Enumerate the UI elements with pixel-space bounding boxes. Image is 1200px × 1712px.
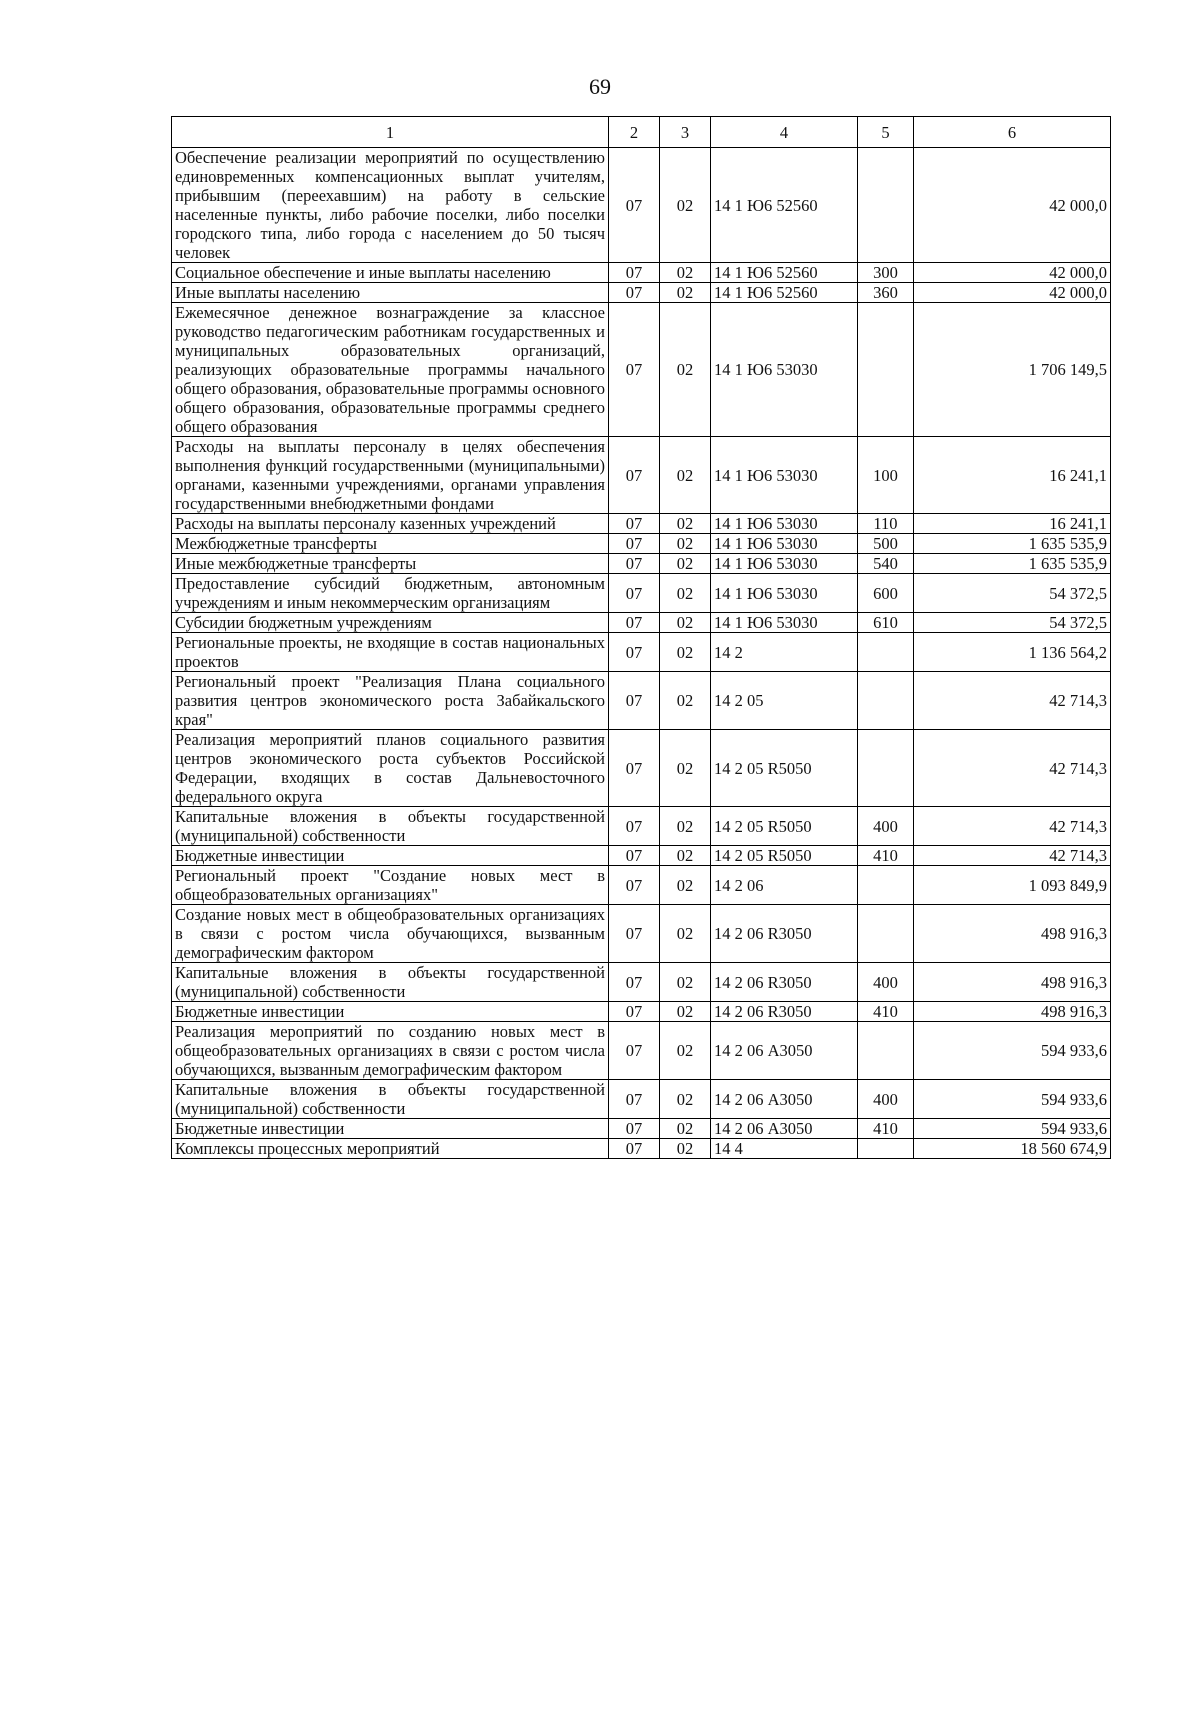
- table-row: [172, 730, 1111, 807]
- row-name-cell: Создание новых мест в общеобразовательных организациях в связи с ростом числа обучающихся, вызванным демографическим фактором: [172, 905, 609, 963]
- row-amount-cell: 42 000,0: [914, 263, 1111, 283]
- row-subsection-cell: 02: [660, 807, 711, 846]
- row-section-cell: 07: [609, 554, 660, 574]
- row-amount-cell: 42 000,0: [914, 148, 1111, 263]
- row-subsection-cell: 02: [660, 554, 711, 574]
- row-section-cell: 07: [609, 633, 660, 672]
- row-subsection-cell: 02: [660, 633, 711, 672]
- row-subsection-cell: 02: [660, 303, 711, 437]
- row-subsection-cell: 02: [660, 963, 711, 1002]
- row-name-cell: Реализация мероприятий планов социального развития центров экономического роста субъектов Российской Федерации, входящих в состав Дальневосточного федерального округа: [172, 730, 609, 807]
- row-name-cell: Ежемесячное денежное вознаграждение за классное руководство педагогическим работникам государственных и муниципальных образовательных организаций, реализующих образовательные программы начального общего образования, образовательные программы основного общего образования, образовательные программы среднего общего образования: [172, 303, 609, 437]
- row-name-cell: Межбюджетные трансферты: [172, 534, 609, 554]
- row-section-cell: 07: [609, 263, 660, 283]
- row-expense-type-cell: [858, 1139, 914, 1159]
- row-expense-type-cell: [858, 905, 914, 963]
- row-name-cell: Предоставление субсидий бюджетным, автономным учреждениям и иным некоммерческим организациям: [172, 574, 609, 613]
- table-row: [172, 263, 1111, 283]
- row-target-code-cell: 14 2: [711, 633, 858, 672]
- row-name-cell: Субсидии бюджетным учреждениям: [172, 613, 609, 633]
- page-number: 69: [589, 74, 611, 99]
- row-expense-type-cell: 400: [858, 963, 914, 1002]
- table-row: [172, 514, 1111, 534]
- row-subsection-cell: 02: [660, 534, 711, 554]
- row-section-cell: 07: [609, 905, 660, 963]
- row-subsection-cell: 02: [660, 283, 711, 303]
- row-target-code-cell: 14 1 Ю6 52560: [711, 148, 858, 263]
- row-section-cell: 07: [609, 437, 660, 514]
- table-row: [172, 1002, 1111, 1022]
- row-expense-type-cell: 400: [858, 807, 914, 846]
- row-subsection-cell: 02: [660, 1080, 711, 1119]
- row-expense-type-cell: [858, 672, 914, 730]
- row-name-cell: Расходы на выплаты персоналу в целях обеспечения выполнения функций государственными (муниципальными) органами, казенными учреждениями, органами управления государственными внебюджетными фондами: [172, 437, 609, 514]
- row-amount-cell: 16 241,1: [914, 514, 1111, 534]
- row-expense-type-cell: 110: [858, 514, 914, 534]
- row-subsection-cell: 02: [660, 1002, 711, 1022]
- row-section-cell: 07: [609, 613, 660, 633]
- row-target-code-cell: 14 1 Ю6 53030: [711, 437, 858, 514]
- row-expense-type-cell: 500: [858, 534, 914, 554]
- row-section-cell: 07: [609, 303, 660, 437]
- row-name-cell: Региональный проект "Реализация Плана социального развития центров экономического роста Забайкальского края": [172, 672, 609, 730]
- row-section-cell: 07: [609, 1139, 660, 1159]
- row-expense-type-cell: [858, 866, 914, 905]
- table-row: [172, 672, 1111, 730]
- row-name-cell: Иные выплаты населению: [172, 283, 609, 303]
- row-name-cell: Бюджетные инвестиции: [172, 846, 609, 866]
- row-amount-cell: 1 706 149,5: [914, 303, 1111, 437]
- row-target-code-cell: 14 2 06 А3050: [711, 1022, 858, 1080]
- row-amount-cell: 594 933,6: [914, 1080, 1111, 1119]
- table-row: [172, 283, 1111, 303]
- row-section-cell: 07: [609, 866, 660, 905]
- row-target-code-cell: 14 2 05: [711, 672, 858, 730]
- row-subsection-cell: 02: [660, 574, 711, 613]
- column-header-4: 4: [711, 117, 858, 148]
- table-row: [172, 807, 1111, 846]
- table-row: [172, 534, 1111, 554]
- budget-table-body: [172, 117, 1111, 1159]
- row-amount-cell: 42 714,3: [914, 672, 1111, 730]
- row-expense-type-cell: [858, 303, 914, 437]
- row-amount-cell: 42 714,3: [914, 807, 1111, 846]
- table-row: [172, 633, 1111, 672]
- table-row: [172, 1139, 1111, 1159]
- row-expense-type-cell: 100: [858, 437, 914, 514]
- budget-table: [171, 116, 1111, 1159]
- row-section-cell: 07: [609, 1119, 660, 1139]
- row-name-cell: Капитальные вложения в объекты государственной (муниципальной) собственности: [172, 807, 609, 846]
- table-row: [172, 437, 1111, 514]
- row-section-cell: 07: [609, 1022, 660, 1080]
- row-name-cell: Региональный проект "Создание новых мест в общеобразовательных организациях": [172, 866, 609, 905]
- row-subsection-cell: 02: [660, 1119, 711, 1139]
- row-amount-cell: 42 000,0: [914, 283, 1111, 303]
- row-subsection-cell: 02: [660, 905, 711, 963]
- row-target-code-cell: 14 2 05 R5050: [711, 807, 858, 846]
- row-target-code-cell: 14 1 Ю6 53030: [711, 613, 858, 633]
- row-section-cell: 07: [609, 963, 660, 1002]
- row-target-code-cell: 14 2 06 R3050: [711, 905, 858, 963]
- table-row: [172, 1119, 1111, 1139]
- row-subsection-cell: 02: [660, 1022, 711, 1080]
- row-section-cell: 07: [609, 730, 660, 807]
- row-expense-type-cell: 600: [858, 574, 914, 613]
- row-amount-cell: 54 372,5: [914, 613, 1111, 633]
- row-expense-type-cell: 400: [858, 1080, 914, 1119]
- row-name-cell: Иные межбюджетные трансферты: [172, 554, 609, 574]
- row-name-cell: Социальное обеспечение и иные выплаты населению: [172, 263, 609, 283]
- row-name-cell: Расходы на выплаты персоналу казенных учреждений: [172, 514, 609, 534]
- row-amount-cell: 498 916,3: [914, 1002, 1111, 1022]
- table-row: [172, 905, 1111, 963]
- row-target-code-cell: 14 1 Ю6 52560: [711, 283, 858, 303]
- table-row: [172, 148, 1111, 263]
- row-amount-cell: 42 714,3: [914, 730, 1111, 807]
- row-target-code-cell: 14 2 06 R3050: [711, 1002, 858, 1022]
- column-header-5: 5: [858, 117, 914, 148]
- row-section-cell: 07: [609, 534, 660, 554]
- row-amount-cell: 1 635 535,9: [914, 554, 1111, 574]
- row-subsection-cell: 02: [660, 1139, 711, 1159]
- row-amount-cell: 594 933,6: [914, 1119, 1111, 1139]
- row-target-code-cell: 14 2 05 R5050: [711, 730, 858, 807]
- column-header-2: 2: [609, 117, 660, 148]
- row-subsection-cell: 02: [660, 672, 711, 730]
- row-section-cell: 07: [609, 1080, 660, 1119]
- row-name-cell: Бюджетные инвестиции: [172, 1119, 609, 1139]
- row-subsection-cell: 02: [660, 514, 711, 534]
- table-header-row: [172, 117, 1111, 148]
- row-section-cell: 07: [609, 283, 660, 303]
- table-row: [172, 303, 1111, 437]
- row-amount-cell: 1 136 564,2: [914, 633, 1111, 672]
- row-amount-cell: 54 372,5: [914, 574, 1111, 613]
- row-expense-type-cell: 610: [858, 613, 914, 633]
- table-row: [172, 1080, 1111, 1119]
- row-expense-type-cell: [858, 1022, 914, 1080]
- table-row: [172, 846, 1111, 866]
- row-target-code-cell: 14 1 Ю6 53030: [711, 574, 858, 613]
- row-amount-cell: 16 241,1: [914, 437, 1111, 514]
- row-expense-type-cell: 410: [858, 846, 914, 866]
- table-row: [172, 554, 1111, 574]
- row-name-cell: Реализация мероприятий по созданию новых мест в общеобразовательных организациях в связи с ростом числа обучающихся, вызванным демографическим фактором: [172, 1022, 609, 1080]
- row-expense-type-cell: [858, 633, 914, 672]
- row-section-cell: 07: [609, 846, 660, 866]
- row-section-cell: 07: [609, 574, 660, 613]
- row-amount-cell: 498 916,3: [914, 905, 1111, 963]
- row-section-cell: 07: [609, 514, 660, 534]
- column-header-1: 1: [172, 117, 609, 148]
- row-expense-type-cell: 360: [858, 283, 914, 303]
- row-subsection-cell: 02: [660, 263, 711, 283]
- row-target-code-cell: 14 4: [711, 1139, 858, 1159]
- row-name-cell: Комплексы процессных мероприятий: [172, 1139, 609, 1159]
- row-target-code-cell: 14 1 Ю6 53030: [711, 514, 858, 534]
- row-section-cell: 07: [609, 672, 660, 730]
- table-row: [172, 574, 1111, 613]
- row-amount-cell: 1 093 849,9: [914, 866, 1111, 905]
- row-subsection-cell: 02: [660, 730, 711, 807]
- row-target-code-cell: 14 1 Ю6 53030: [711, 554, 858, 574]
- row-subsection-cell: 02: [660, 148, 711, 263]
- table-row: [172, 1022, 1111, 1080]
- row-expense-type-cell: 540: [858, 554, 914, 574]
- table-row: [172, 866, 1111, 905]
- row-amount-cell: 18 560 674,9: [914, 1139, 1111, 1159]
- row-name-cell: Региональные проекты, не входящие в состав национальных проектов: [172, 633, 609, 672]
- row-section-cell: 07: [609, 1002, 660, 1022]
- row-expense-type-cell: 410: [858, 1002, 914, 1022]
- row-target-code-cell: 14 2 05 R5050: [711, 846, 858, 866]
- row-subsection-cell: 02: [660, 866, 711, 905]
- table-row: [172, 613, 1111, 633]
- row-target-code-cell: 14 1 Ю6 53030: [711, 534, 858, 554]
- row-expense-type-cell: 410: [858, 1119, 914, 1139]
- row-section-cell: 07: [609, 148, 660, 263]
- row-name-cell: Обеспечение реализации мероприятий по осуществлению единовременных компенсационных выплат учителям, прибывшим (переехавшим) на работу в сельские населенные пункты, либо рабочие поселки, либо поселки городского типа, либо города с населением до 50 тысяч человек: [172, 148, 609, 263]
- column-header-6: 6: [914, 117, 1111, 148]
- column-header-3: 3: [660, 117, 711, 148]
- row-target-code-cell: 14 1 Ю6 53030: [711, 303, 858, 437]
- row-subsection-cell: 02: [660, 437, 711, 514]
- row-target-code-cell: 14 2 06 А3050: [711, 1080, 858, 1119]
- row-name-cell: Бюджетные инвестиции: [172, 1002, 609, 1022]
- row-expense-type-cell: [858, 148, 914, 263]
- row-name-cell: Капитальные вложения в объекты государственной (муниципальной) собственности: [172, 1080, 609, 1119]
- row-target-code-cell: 14 2 06 R3050: [711, 963, 858, 1002]
- table-row: [172, 963, 1111, 1002]
- row-name-cell: Капитальные вложения в объекты государственной (муниципальной) собственности: [172, 963, 609, 1002]
- row-expense-type-cell: [858, 730, 914, 807]
- row-amount-cell: 594 933,6: [914, 1022, 1111, 1080]
- row-target-code-cell: 14 2 06 А3050: [711, 1119, 858, 1139]
- row-amount-cell: 498 916,3: [914, 963, 1111, 1002]
- row-target-code-cell: 14 1 Ю6 52560: [711, 263, 858, 283]
- row-target-code-cell: 14 2 06: [711, 866, 858, 905]
- row-subsection-cell: 02: [660, 846, 711, 866]
- row-amount-cell: 42 714,3: [914, 846, 1111, 866]
- row-subsection-cell: 02: [660, 613, 711, 633]
- row-amount-cell: 1 635 535,9: [914, 534, 1111, 554]
- row-section-cell: 07: [609, 807, 660, 846]
- row-expense-type-cell: 300: [858, 263, 914, 283]
